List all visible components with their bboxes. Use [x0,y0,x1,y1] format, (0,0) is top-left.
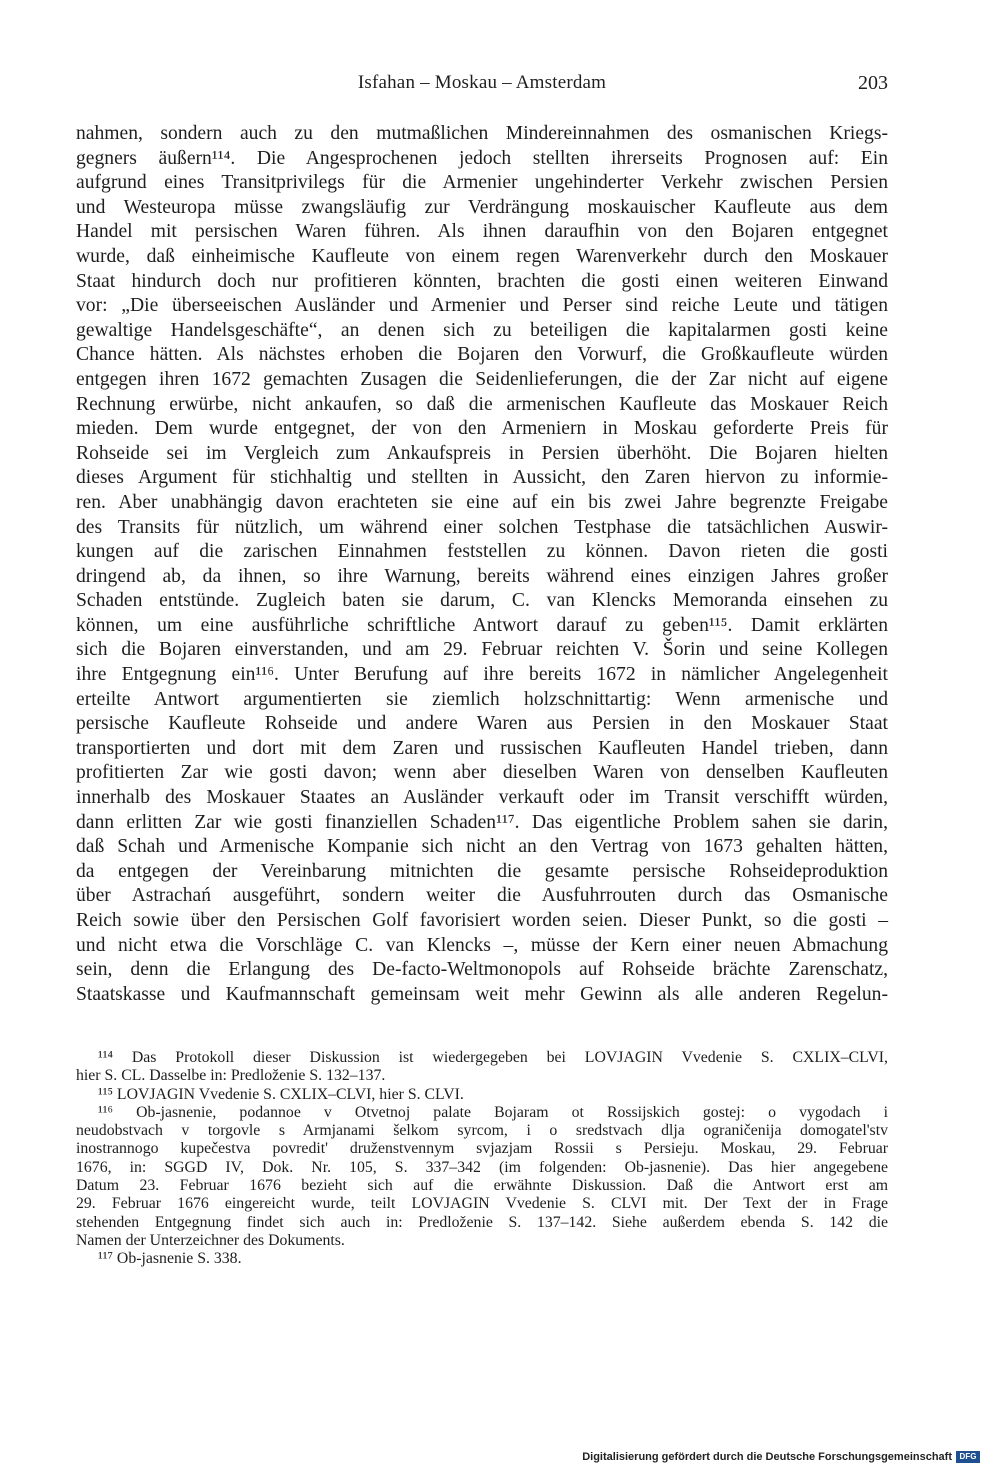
body-line: da entgegen der Vereinbarung mitnichten die gesamte persische Rohseideproduktion [76,860,888,882]
dfg-logo-icon: DFG [956,1451,980,1463]
body-line: können, um eine ausführliche schriftliche Antwort darauf zu geben¹¹⁵. Damit erklärten [76,614,888,636]
body-line: profitierten Zar wie gosti davon; wenn aber dieselben Waren von denselben Kaufleuten [76,762,888,784]
footnote-line: ¹¹⁷ Ob-jasnenie S. 338. [98,1250,242,1268]
body-line: über Astrachań ausgeführt, sondern weiter die Ausfuhrrouten durch das Osmanische [76,885,888,907]
body-line: dann erlitten Zar wie gosti finanziellen Schaden¹¹⁷. Das eigentliche Problem sahen sie darin, [76,811,888,833]
page-header [76,72,888,102]
body-line: und nicht etwa die Vorschläge C. van Klencks –, müsse der Kern einer neuen Abmachung [76,934,888,956]
body-line: Chance hätten. Als nächstes erhoben die Bojaren den Vorwurf, die Großkaufleute würden [76,344,888,366]
body-line: dringend ab, da ihnen, so ihre Warnung, bereits während eines einzigen Jahres großer [76,565,888,587]
body-line: Staat hindurch doch nur profitieren könnten, brachten die gosti einen weiteren Einwand [76,270,888,292]
footnote-line: ¹¹⁶ Ob-jasnenie, podannoe v Otvetnoj palate Bojaram ot Rossijskich gostej: o vygodach i [98,1103,888,1121]
body-line: vor: „Die überseeischen Ausländer und Armenier und Perser sind reiche Leute und tätigen [76,295,888,317]
footnote-line: ¹¹⁴ Das Protokoll dieser Diskussion ist wiedergegeben bei LOVJAGIN Vvedenie S. CXLIX–CLVI, [98,1049,888,1066]
footnote-line: inostrannogo kupečestva povredit' druženstvennym svjazjam Rossii s Persieju. Moskau, 29. Februar [76,1140,888,1158]
body-line: innerhalb des Moskauer Staates an Ausländer verkauft oder im Transit verschifft würden, [76,787,888,809]
page-number: 203 [858,72,888,94]
body-line: transportierten und dort mit dem Zaren und russischen Kaufleuten Handel trieben, dann [76,737,888,759]
body-line: Rechnung erwürbe, nicht ankaufen, so daß die armenischen Kaufleute das Moskauer Reich [76,393,888,415]
footnote-line: 29. Februar 1676 eingereicht wurde, teilt LOVJAGIN Vvedenie S. CLVI mit. Der Text der in Frage [76,1195,888,1213]
footnote-line: Namen der Unterzeichner des Dokuments. [76,1231,345,1249]
footnote-line: ¹¹⁵ LOVJAGIN Vvedenie S. CXLIX–CLVI, hier S. CLVI. [98,1085,464,1103]
footnote-line: neudobstvach v torgovle s Armjanami šelkom syrcom, i o sredstvach dlja ograničenija domogatel'stv [76,1122,888,1140]
footnotes [76,1049,888,1269]
body-line: Schaden entstünde. Zugleich baten sie darum, C. van Klencks Memoranda einsehen zu [76,590,888,612]
body-line: Handel mit persischen Waren führen. Als ihnen daraufhin von den Bojaren entgegnet [76,221,888,243]
body-line: Staatskasse und Kaufmannschaft gemeinsam weit mehr Gewinn als alle anderen Regelun- [76,983,888,1005]
body-line: des Transits für nützlich, um während einer solchen Testphase die tatsächlichen Auswir- [76,516,888,538]
body-line: sein, denn die Erlangung des De-facto-Weltmonopols auf Rohseide brächte Zarenschatz, [76,959,888,981]
body-line: entgegen ihren 1672 gemachten Zusagen die Seidenlieferungen, die der Zar nicht auf eigene [76,368,888,390]
footnote-line: 1676, in: SGGD IV, Dok. Nr. 105, S. 337–342 (im folgenden: Ob-jasnenie). Das hier angegebene [76,1158,888,1176]
footnote-line: stehenden Entgegnung findet sich auch in: Predloženie S. 137–142. Siehe außerdem ebenda S. 142 die [76,1213,888,1231]
body-line: gewaltige Handelsgeschäfte“, an denen sich zu beteiligen die kapitalarmen gosti keine [76,319,888,341]
body-line: Reich sowie über den Persischen Golf favorisiert worden seien. Dieser Punkt, so die gosti – [76,910,888,931]
body-line: und Westeuropa müsse zwangsläufig zur Verdrängung moskauischer Kaufleute aus dem [76,196,888,218]
body-line: dieses Argument für stichhaltig und stellten in Aussicht, den Zaren hiervon zu informie- [76,467,888,489]
body-line: nahmen, sondern auch zu den mutmaßlichen Mindereinnahmen des osmanischen Kriegs- [76,123,888,144]
body-line: persische Kaufleute Rohseide und andere Waren aus Persien in den Moskauer Staat [76,713,888,735]
body-text [76,122,888,1007]
body-line: ihre Entgegnung ein¹¹⁶. Unter Berufung auf ihre bereits 1672 in nämlicher Angelegenheit [76,664,888,686]
body-line: wurde, daß einheimische Kaufleute von einem regen Warenverkehr durch den Moskauer [76,245,888,267]
body-line: Rohseide sei im Vergleich zum Ankaufspreis in Persien überhöht. Die Bojaren hielten [76,442,888,464]
body-line: gegners äußern¹¹⁴. Die Angesprochenen jedoch stellten ihrerseits Prognosen auf: Ein [76,147,888,169]
footnote-line: Datum 23. Februar 1676 bezieht sich auf die erwähnte Diskussion. Daß die Antwort erst am [76,1177,888,1195]
running-title: Isfahan – Moskau – Amsterdam [357,72,607,93]
footnote-line: hier S. CL. Dasselbe in: Predloženie S. 132–137. [76,1067,386,1085]
body-line: sich die Bojaren einverstanden, und am 29. Februar reichten V. Šorin und seine Kollegen [76,639,888,661]
body-line: daß Schah und Armenische Kompanie sich nicht an den Vertrag von 1673 gehalten hätten, [76,836,888,858]
body-line: kungen auf die zarischen Einnahmen feststellen zu können. Davon rieten die gosti [76,541,888,563]
body-line: ren. Aber unabhängig davon erachteten sie eine auf ein bis zwei Jahre begrenzte Freigabe [76,491,888,513]
credit-text: Digitalisierung gefördert durch die Deutsche Forschungsgemeinschaft [582,1451,952,1463]
body-line: aufgrund eines Transitprivilegs für die Armenier ungehinderter Verkehr zwischen Persien [76,172,888,194]
body-line: erteilte Antwort argumentierten sie ziemlich holzschnittartig: Wenn armenische und [76,688,888,710]
body-line: mieden. Dem wurde entgegnet, der von den Armeniern in Moskau geforderte Preis für [76,418,888,440]
digitization-credit [582,1451,980,1463]
